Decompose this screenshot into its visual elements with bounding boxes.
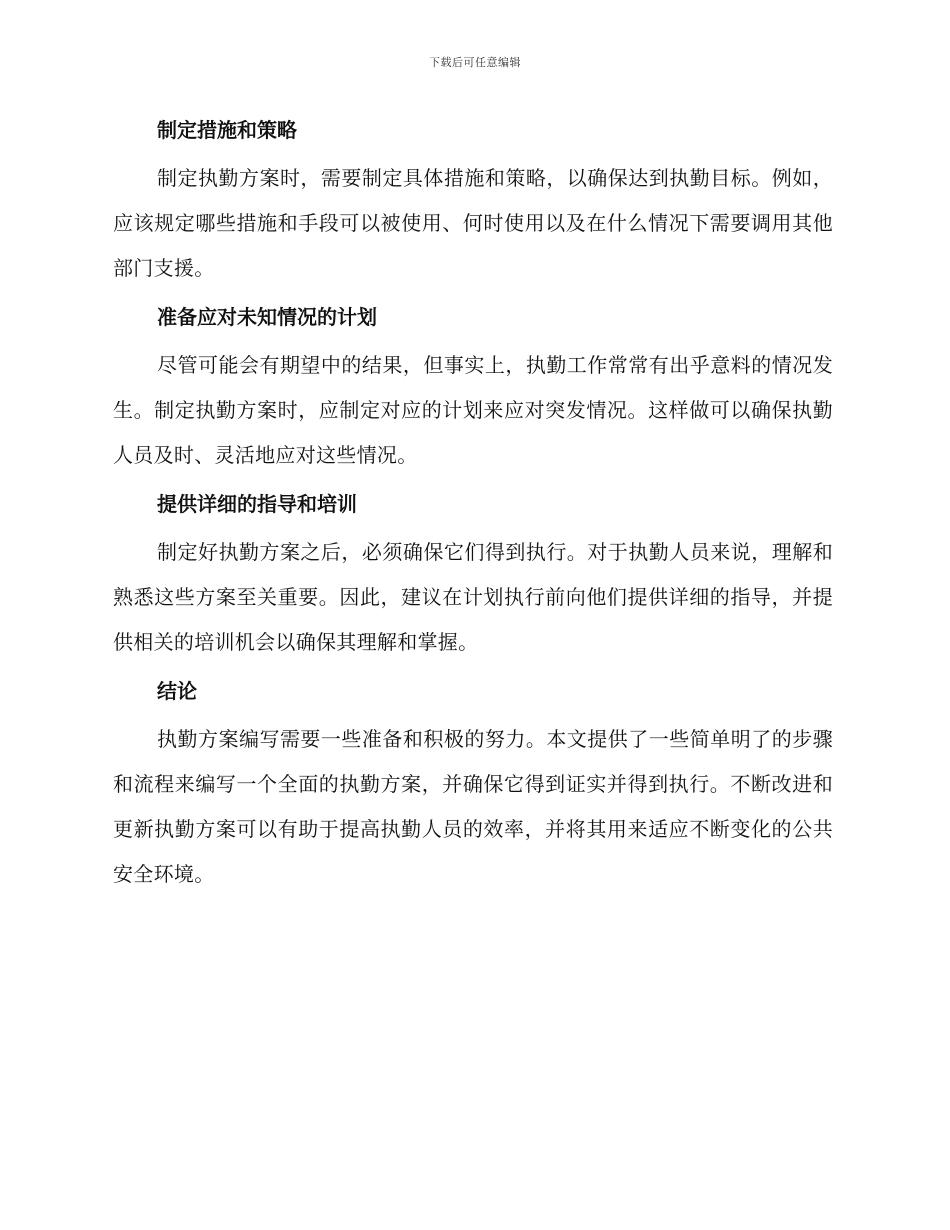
- section-heading: 制定措施和策略: [157, 118, 297, 142]
- document-body: [113, 110, 833, 903]
- section-guidance-training: [113, 484, 833, 665]
- page-header: 下载后可任意编辑: [429, 56, 521, 69]
- section-paragraph: 执勤方案编写需要一些准备和积极的努力。本文提供了一些简单明了的步骤和流程来编写一个全面的执勤方案，并确保它得到证实并得到执行。不断改进和更新执勤方案可以有助于提高执勤人员的效率，并将其用来适应不断变化的公共安全环境。: [113, 727, 833, 886]
- section-heading: 准备应对未知情况的计划: [157, 305, 377, 329]
- section-paragraph: 制定执勤方案时，需要制定具体措施和策略，以确保达到执勤目标。例如，应该规定哪些措施和手段可以被使用、何时使用以及在什么情况下需要调用其他部门支援。: [113, 166, 833, 280]
- section-heading: 提供详细的指导和培训: [157, 492, 357, 516]
- section-contingency-plan: [113, 297, 833, 478]
- section-paragraph: 尽管可能会有期望中的结果，但事实上，执勤工作常常有出乎意料的情况发生。制定执勤方案时，应制定对应的计划来应对突发情况。这样做可以确保执勤人员及时、灵活地应对这些情况。: [113, 353, 833, 467]
- section-measures-strategies: [113, 110, 833, 291]
- section-heading: 结论: [157, 679, 197, 703]
- section-conclusion: [113, 671, 833, 897]
- section-paragraph: 制定好执勤方案之后，必须确保它们得到执行。对于执勤人员来说，理解和熟悉这些方案至关重要。因此，建议在计划执行前向他们提供详细的指导，并提供相关的培训机会以确保其理解和掌握。: [113, 540, 833, 654]
